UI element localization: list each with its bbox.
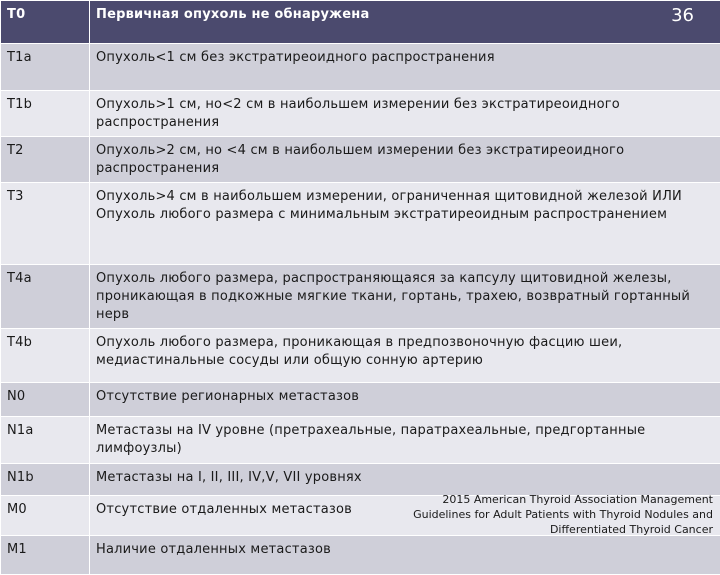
stage-code-cell: M1 <box>1 536 90 575</box>
table-row <box>1 417 720 464</box>
table-row <box>1 44 720 91</box>
description-line: Опухоль>2 см, но <4 см в наибольшем измерении без экстратиреоидного распространения <box>96 142 714 178</box>
table-row <box>1 137 720 183</box>
stage-code-cell: T2 <box>1 137 90 183</box>
header-code-cell: T0 <box>1 1 90 44</box>
stage-description-cell <box>90 137 720 183</box>
citation-line: Guidelines for Adult Patients with Thyroid Nodules and <box>353 507 713 522</box>
stage-description-cell <box>90 383 720 417</box>
stage-description-cell <box>90 91 720 137</box>
table-row <box>1 536 720 575</box>
citation-line: 2015 American Thyroid Association Management <box>353 492 713 507</box>
table-row <box>1 265 720 329</box>
source-citation <box>353 492 713 537</box>
description-line: Отсутствие регионарных метастазов <box>96 388 714 406</box>
stage-code-cell: T1b <box>1 91 90 137</box>
description-line: Опухоль любого размера, распространяющаяся за капсулу щитовидной железы, проникающая в подкожные мягкие ткани, гортань, трахею, возвратный гортанный нерв <box>96 270 714 324</box>
stage-code-cell: T1a <box>1 44 90 91</box>
stage-description-cell <box>90 536 720 575</box>
stage-description-cell <box>90 265 720 329</box>
table-row <box>1 183 720 265</box>
description-line: Опухоль>1 см, но<2 см в наибольшем измерении без экстратиреоидного распространения <box>96 96 714 132</box>
description-line: Метастазы на IV уровне (претрахеальные, паратрахеальные, предгортанные лимфоузлы) <box>96 422 714 458</box>
stage-code-cell: N1a <box>1 417 90 464</box>
table-row <box>1 329 720 383</box>
table-row <box>1 91 720 137</box>
table-header-row <box>1 1 720 44</box>
citation-line: Differentiated Thyroid Cancer <box>353 522 713 537</box>
table-row <box>1 383 720 417</box>
stage-description-cell <box>90 44 720 91</box>
stage-description-cell <box>90 329 720 383</box>
stage-code-cell: N0 <box>1 383 90 417</box>
description-line: Метастазы на I, II, III, IV,V, VII уровнях <box>96 469 714 487</box>
stage-description-cell <box>90 417 720 464</box>
stage-code-cell: T4a <box>1 265 90 329</box>
stage-description-cell <box>90 464 720 496</box>
stage-description-cell <box>90 183 720 265</box>
page-number: 36 <box>671 5 694 26</box>
header-description-cell: Первичная опухоль не обнаружена <box>90 1 720 44</box>
stage-code-cell: T4b <box>1 329 90 383</box>
stage-code-cell: T3 <box>1 183 90 265</box>
description-line: Наличие отдаленных метастазов <box>96 541 714 559</box>
stage-code-cell: N1b <box>1 464 90 496</box>
description-line: Отсутствие отдаленных метастазов <box>96 501 714 519</box>
description-line: Опухоль>4 см в наибольшем измерении, ограниченная щитовидной железой ИЛИ <box>96 188 714 206</box>
description-line: Опухоль<1 см без экстратиреоидного распространения <box>96 49 714 67</box>
description-line: Опухоль любого размера с минимальным экстратиреоидным распространением <box>96 206 714 224</box>
table-row <box>1 464 720 496</box>
description-line: Опухоль любого размера, проникающая в предпозвоночную фасцию шеи, медиастинальные сосуды или общую сонную артерию <box>96 334 714 370</box>
stage-code-cell: M0 <box>1 496 90 536</box>
